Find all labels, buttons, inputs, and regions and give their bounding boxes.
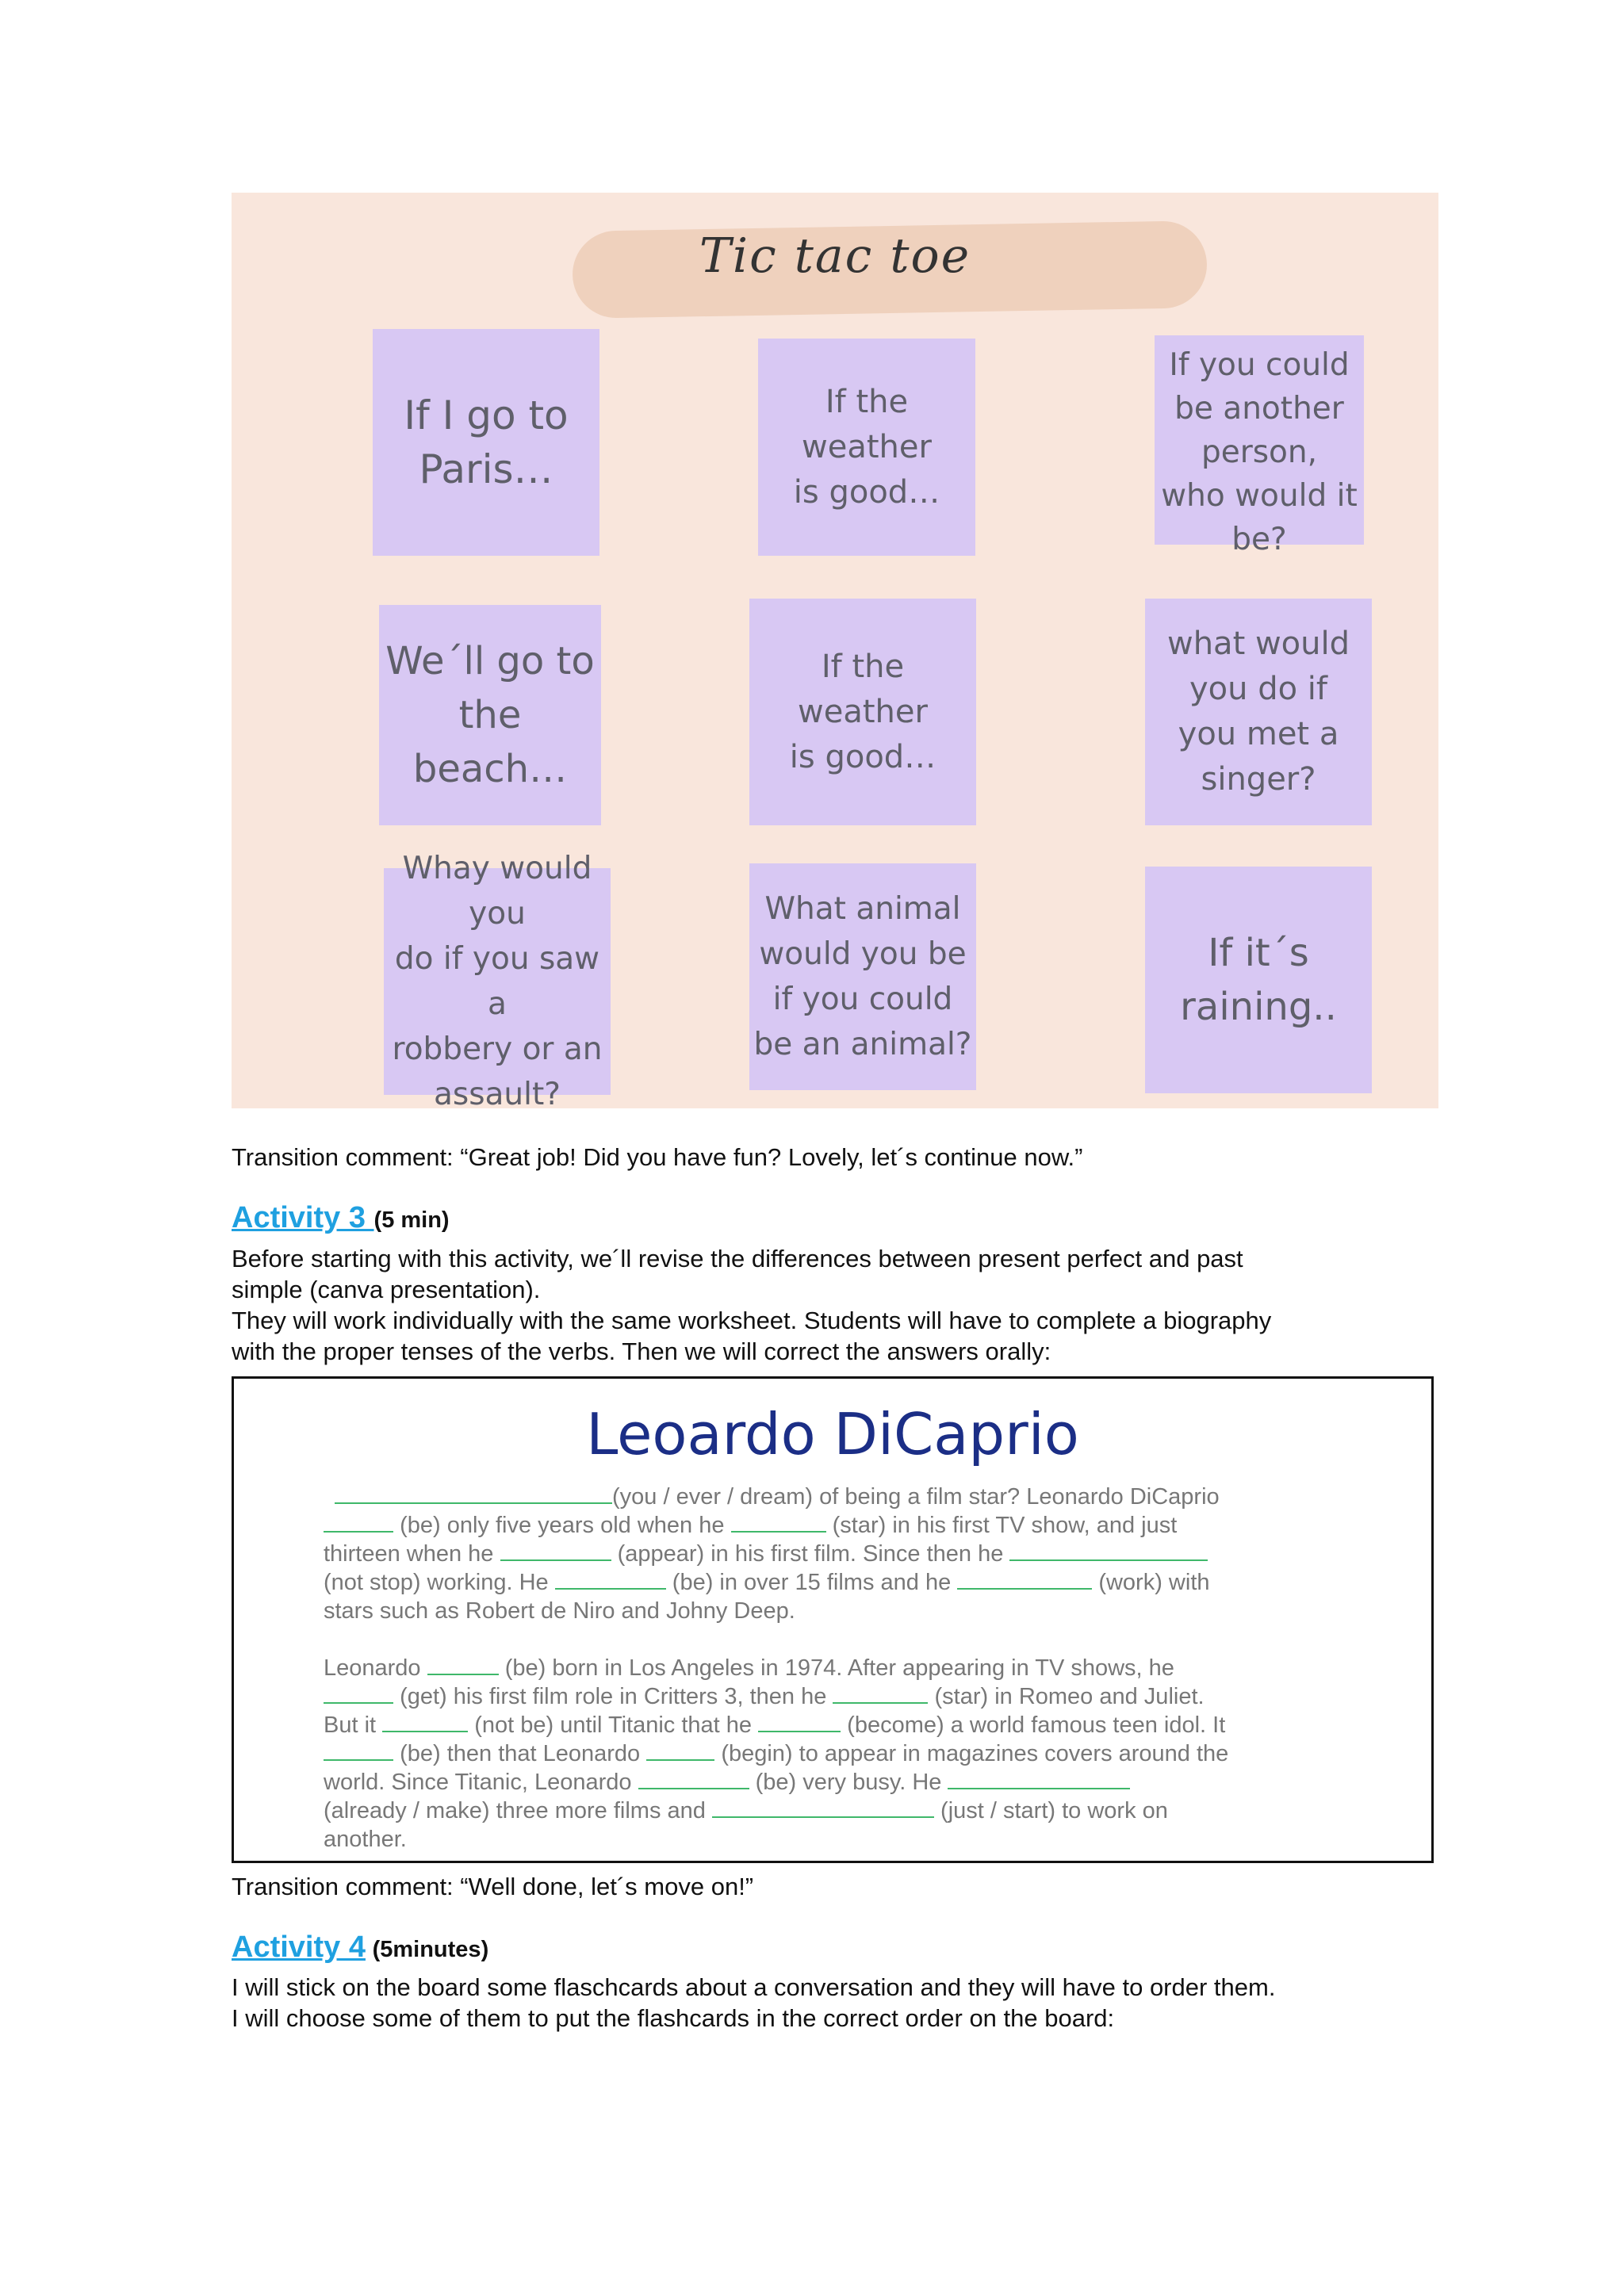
answer-blank	[427, 1655, 499, 1675]
card-text: If the weather is good…	[793, 383, 940, 511]
activity-3-duration: (5 min)	[373, 1207, 450, 1233]
card-text: If it´s raining..	[1180, 931, 1337, 1029]
card-text: If the weather is good…	[789, 648, 936, 775]
worksheet-text: (get) his first film role in Critters 3, then he	[400, 1684, 827, 1709]
worksheet-line	[324, 1511, 1177, 1540]
activity-4-link[interactable]: Activity 4	[232, 1931, 366, 1964]
worksheet-text: (already / make) three more films and	[324, 1798, 706, 1823]
worksheet-line	[324, 1568, 1210, 1597]
activity-4-duration: (5minutes)	[372, 1937, 489, 1962]
card-6	[1145, 599, 1372, 825]
card-9	[1145, 867, 1372, 1093]
answer-blank	[638, 1769, 749, 1789]
worksheet-text: (be) only five years old when he	[400, 1513, 725, 1538]
activity-3-line: Before starting with this activity, we´ll revise the differences between present perfect and past	[232, 1245, 1243, 1272]
worksheet-title: Leoardo DiCaprio	[586, 1401, 1079, 1468]
worksheet-line	[324, 1483, 1220, 1511]
card-8	[749, 863, 976, 1090]
answer-blank	[758, 1712, 841, 1732]
activity-3-line: simple (canva presentation).	[232, 1276, 541, 1303]
activity-3-line: with the proper tenses of the verbs. Then we will correct the answers orally:	[232, 1337, 1051, 1365]
worksheet-text: (just / start) to work on	[940, 1798, 1168, 1823]
card-text: We´ll go to the beach…	[385, 639, 595, 791]
worksheet-line	[324, 1682, 1205, 1711]
worksheet-image	[232, 1376, 1434, 1863]
worksheet-line	[324, 1739, 1228, 1768]
answer-blank	[731, 1512, 826, 1533]
answer-blank	[712, 1797, 934, 1818]
answer-blank	[324, 1740, 393, 1761]
worksheet-text: (star) in Romeo and Juliet.	[934, 1684, 1205, 1709]
worksheet-line	[324, 1711, 1225, 1739]
worksheet-line	[324, 1768, 1130, 1797]
answer-blank	[948, 1769, 1130, 1789]
worksheet-text: (be) very busy. He	[755, 1770, 942, 1795]
card-text: what would you do if you met a singer?	[1166, 626, 1350, 798]
worksheet-text: thirteen when he	[324, 1541, 494, 1567]
card-text: What animal would you be if you could be an animal?	[753, 891, 972, 1062]
answer-blank	[1009, 1540, 1208, 1561]
tic-tac-toe-title: Tic tac toe	[699, 228, 971, 284]
activity-3-link[interactable]: Activity 3	[232, 1201, 374, 1234]
card-2	[758, 339, 975, 556]
answer-blank	[335, 1483, 612, 1504]
worksheet-line: stars such as Robert de Niro and Johny Deep.	[324, 1598, 795, 1624]
transition-comment-2: Transition comment: “Well done, let´s move on!”	[232, 1873, 754, 1900]
card-7	[384, 851, 611, 1112]
worksheet-text: (star) in his first TV show, and just	[832, 1513, 1178, 1538]
answer-blank	[382, 1712, 468, 1732]
card-5	[749, 599, 976, 825]
card-3	[1155, 335, 1364, 557]
worksheet-text: (be) born in Los Angeles in 1974. After appearing in TV shows, he	[504, 1655, 1174, 1681]
worksheet-text: (begin) to appear in magazines covers around the	[721, 1741, 1229, 1766]
worksheet-line	[324, 1797, 1168, 1825]
card-4	[379, 605, 601, 825]
activity-3-heading	[232, 1203, 450, 1235]
answer-blank	[555, 1569, 666, 1590]
activity-4-line: I will stick on the board some flaschcards about a conversation and they will have to order them.	[232, 1973, 1276, 2001]
activity-4-heading	[232, 1932, 488, 1965]
worksheet-text: (you / ever / dream) of being a film star? Leonardo DiCaprio	[612, 1484, 1220, 1510]
answer-blank	[646, 1740, 714, 1761]
worksheet-text: (be) in over 15 films and he	[672, 1570, 952, 1595]
worksheet-text: world. Since Titanic, Leonardo	[324, 1770, 632, 1795]
worksheet-text: (not stop) working. He	[324, 1570, 549, 1595]
worksheet-text: (become) a world famous teen idol. It	[847, 1712, 1226, 1738]
worksheet-text: (not be) until Titanic that he	[474, 1712, 753, 1738]
worksheet-line	[324, 1540, 1208, 1568]
card-text: If I go to Paris…	[404, 392, 569, 492]
answer-blank	[324, 1683, 393, 1704]
worksheet-line	[324, 1654, 1174, 1682]
worksheet-text: Leonardo	[324, 1655, 421, 1681]
tic-tac-toe-image	[232, 193, 1438, 1112]
worksheet-line: another.	[324, 1827, 407, 1852]
transition-comment-1: Transition comment: “Great job! Did you have fun? Lovely, let´s continue now.”	[232, 1143, 1083, 1171]
worksheet-text: But it	[324, 1712, 377, 1738]
worksheet-text: (work) with	[1098, 1570, 1210, 1595]
answer-blank	[324, 1512, 393, 1533]
card-text: If you could be another person, who would it be?	[1161, 346, 1358, 557]
worksheet-text: (be) then that Leonardo	[400, 1741, 641, 1766]
card-text: Whay would you do if you saw a robbery or an assault?	[392, 851, 603, 1112]
activity-3-line: They will work individually with the same worksheet. Students will have to complete a biography	[232, 1307, 1272, 1334]
activity-4-line: I will choose some of them to put the flashcards in the correct order on the board:	[232, 2004, 1115, 2032]
card-1	[373, 329, 599, 556]
answer-blank	[500, 1540, 611, 1561]
worksheet-text: (appear) in his first film. Since then he	[617, 1541, 1004, 1567]
answer-blank	[957, 1569, 1092, 1590]
answer-blank	[833, 1683, 928, 1704]
